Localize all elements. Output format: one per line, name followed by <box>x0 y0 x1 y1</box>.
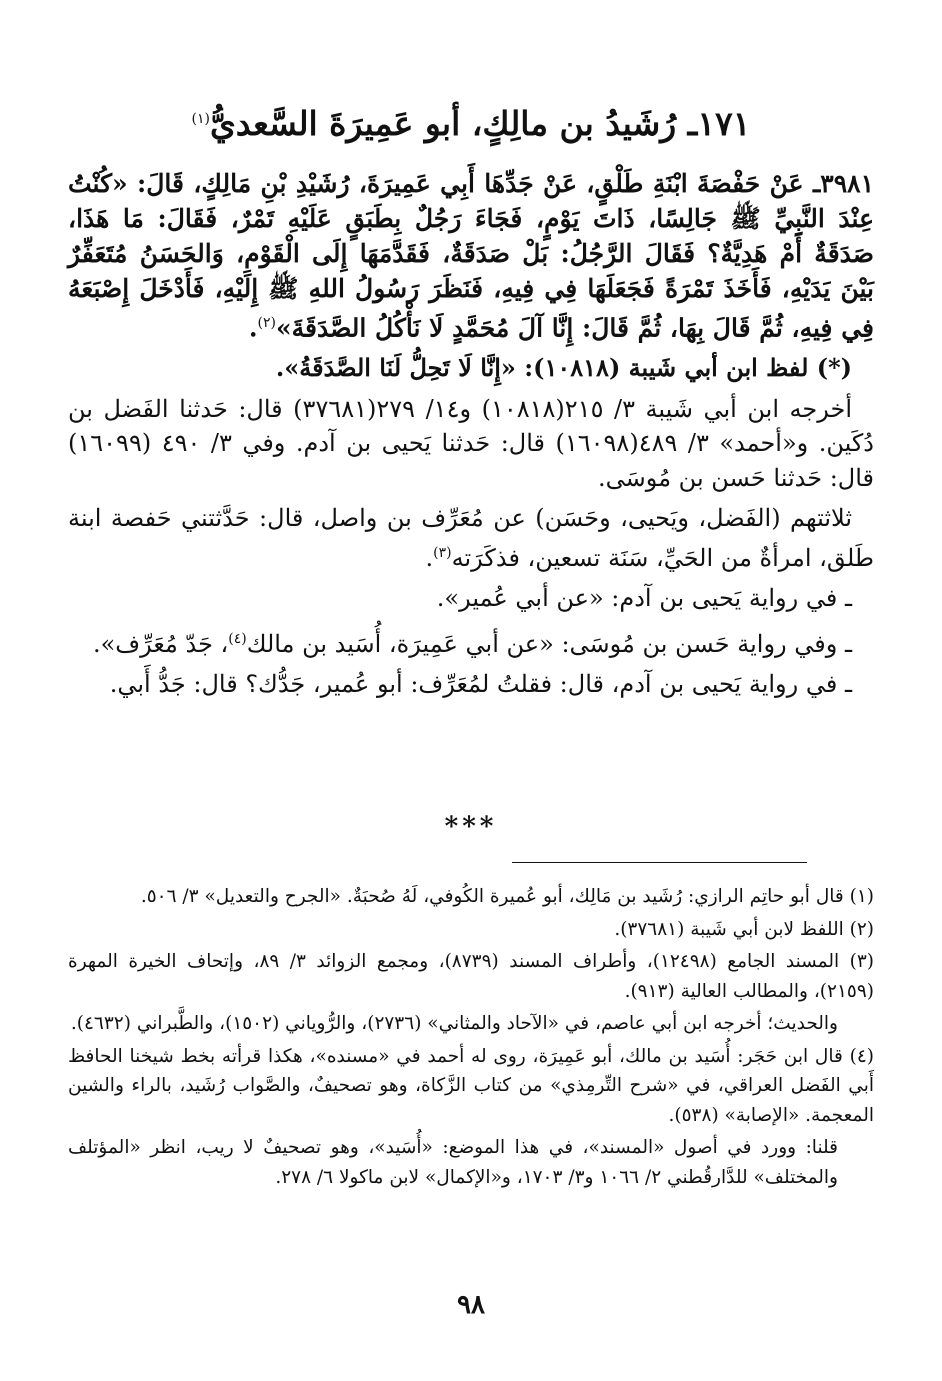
narration-variant-2-end: ، جَدّ مُعَرِّف». <box>92 629 229 658</box>
main-text <box>68 166 874 702</box>
narration-variant-1: ـ في رواية يَحيى بن آدم: «عن أبي عُمير». <box>436 584 852 613</box>
narration-variant-2-start: ـ وفي رواية حَسن بن مُوسَى: «عن أبي عَمِيرَة، أُسَيد بن مالك <box>246 629 852 658</box>
footnote-divider <box>512 862 807 863</box>
footnote-ref-2: (٢) <box>257 315 276 331</box>
footnote-ref-3: (٣) <box>433 544 452 561</box>
hadith-paragraph <box>68 166 874 345</box>
narration-variant-2 <box>68 622 874 662</box>
hadith-end: . <box>248 313 258 343</box>
takhrij-paragraph-2-text: ثلاثتهم (الفَضل، ويَحيى، وحَسَن) عن مُعَرِّف بن واصل، قال: حَدَّثتني حَفصة ابنة طَلق، امرأةٌ من الحَيِّ، سَنَة تسعين، فذكَرَته <box>68 504 874 572</box>
footnote-1: (١) قال أبو حاتِم الرازي: رُشَيد بن مَالِك، أبو عُميرة الكُوفي، لَهُ صُحبَةٌ. «الجرح والتعديل» ٣/ ٥٠٦. <box>140 886 874 907</box>
chapter-title <box>60 103 882 144</box>
footnote-4: (٤) قال ابن حَجَر: أُسَيد بن مالك، أبو عَمِيرَة، روى له أحمد في «مسنده»، هكذا قرأته بخط شيخنا الحافظ أَبي الفَضل العراقي، في «شرح التِّرمِذي» من كتاب الزَّكاة، وهو تصحيفٌ، والصَّواب رُشَيد، بالراء والشين المعجمة. «الإصابة» (٥٣٨). <box>68 1045 874 1126</box>
hadith-text: ٣٩٨١ـ عَنْ حَفْصَةَ ابْنَةِ طَلْقٍ، عَنْ جَدِّهَا أَبِي عَمِيرَةَ، رُشَيْدِ بْنِ مَالِكٍ، قَالَ: «كُنْتُ عِنْدَ النَّبِيِّ ﷺ جَالِسًا، ذَاتَ يَوْمٍ، فَجَاءَ رَجُلٌ بِطَبَقٍ عَلَيْهِ تَمْرٌ، فَقَالَ: مَا هَذَا، صَدَقَةٌ أَمْ هَدِيَّةٌ؟ فَقَالَ الرَّجُلُ: بَلْ صَدَقَةٌ، فَقَدَّمَهَا إِلَى الْقَوْمِ، وَالحَسَنُ مُتَعَفِّرٌ بَيْنَ يَدَيْهِ، فَأَخَذَ تَمْرَةً فَجَعَلَهَا فِي فِيهِ، فَنَظَرَ رَسُولُ اللهِ ﷺ إِلَيْهِ، فَأَدْخَلَ إِصْبَعَهُ فِي فِيهِ، ثُمَّ قَالَ بِهَا، ثُمَّ قَالَ: إِنَّا آلَ مُحَمَّدٍ لَا نَأْكُلُ الصَّدَقَةَ» <box>68 169 874 343</box>
footnote-4-continued: قلنا: وورد في أصول «المسند»، في هذا الموضع: «أُسَيد»، وهو تصحيفٌ لا ريب، انظر «المؤتلف والمختلف» للدَّارقُطني ٢/ ١٠٦٦ و٣/ ١٧٠٣، و«الإكمال» لابن ماكولا ٦/ ٢٧٨. <box>68 1137 838 1188</box>
footnote-ref-1: (١) <box>191 111 210 127</box>
footnote-ref-4: (٤) <box>228 630 247 647</box>
footnote-3-continued: والحديث؛ أخرجه ابن أبي عاصم، في «الآحاد والمثاني» (٢٧٣٦)، والرُّوياني (١٥٠٢)، والطَّبراني (٤٦٣٢). <box>70 1013 838 1034</box>
narration-variant-3: ـ في رواية يَحيى بن آدم، قال: فقلتُ لمُعَرِّف: أبو عُمير، جَدُّك؟ قال: جَدُّ أَبي. <box>109 670 852 699</box>
footnote-2: (٢) اللفظ لابن أبي شَيبة (٣٧٦٨١). <box>614 918 874 940</box>
page-number: ٩٨ <box>457 1290 485 1320</box>
takhrij-paragraph-1: أخرجه ابن أبي شَيبة ٣/ ٢١٥(١٠٨١٨) و١٤/ ٢٧٩(٣٧٦٨١) قال: حَدثنا الفَضل بن دُكَين. و«أحمد» ٣/ ٤٨٩(١٦٠٩٨) قال: حَدثنا يَحيى بن آدم. وفي ٣/ ٤٩٠ (١٦٠٩٩) قال: حَدثنا حَسن بن مُوسَى. <box>68 394 874 492</box>
variant-wording: (*) لفظ ابن أبي شَيبة (١٠٨١٨): «إِنَّا لَا تَحِلُّ لَنَا الصَّدَقَةُ». <box>275 353 852 383</box>
takhrij-paragraph-2 <box>68 501 874 575</box>
footnote-3: (٣) المسند الجامع (١٢٤٩٨)، وأطراف المسند (٨٧٣٩)، ومجمع الزوائد ٣/ ٨٩، وإتحاف الخيرة المهرة (٢١٥٩)، والمطالب العالية (٩١٣). <box>68 951 874 1002</box>
chapter-title-text: ١٧١ـ رُشَيدُ بن مالِكٍ، أبو عَمِيرَةَ السَّعديُّ <box>209 104 751 143</box>
section-separator: *** <box>444 812 498 842</box>
takhrij-paragraph-2-end: . <box>425 543 434 572</box>
footnotes <box>68 882 874 1195</box>
